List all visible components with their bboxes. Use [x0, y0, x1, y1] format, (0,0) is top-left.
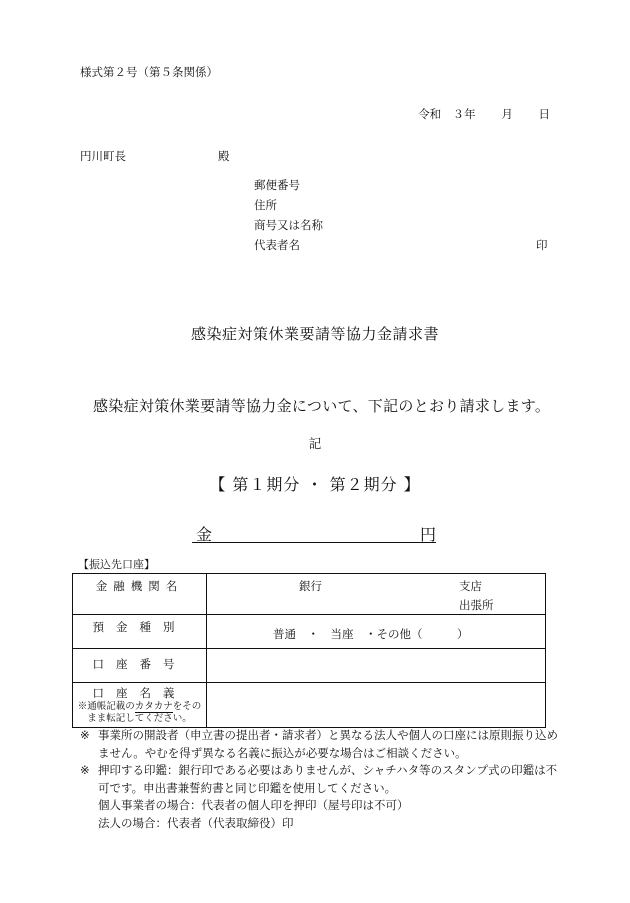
account-name-note-post: をそのまま転記してください。 [87, 701, 202, 724]
date-month: 月 [501, 107, 513, 121]
period-selection: 【 第１期分 ・ 第２期分 】 [209, 475, 421, 494]
addressee-name: 円川町長 [80, 149, 126, 163]
account-type-field[interactable] [207, 615, 546, 649]
office-suffix: 出張所 [459, 598, 494, 612]
bank-account-table [72, 573, 546, 728]
account-number-row [73, 649, 546, 683]
date-era: 令和 ３年 [418, 107, 476, 121]
postal-code-label: 郵便番号 [254, 178, 300, 192]
branch-suffix: 支店 [459, 579, 482, 593]
note-1-text: 事業所の開設者（申立書の提出者・請求者）と異なる法人や個人の口座には原則振り込めません。やむを得ず異なる名義に振込が必要な場合はご相談ください。 [98, 728, 558, 760]
account-name-label-cell [73, 683, 207, 728]
account-number-field[interactable] [207, 649, 546, 683]
note-2 [80, 762, 560, 797]
account-name-label: 口座名義 [92, 686, 187, 700]
amount-suffix: 円 [420, 525, 437, 544]
account-type-label: 預金種別 [92, 620, 187, 634]
account-name-note-kana: カタカナ [134, 701, 173, 712]
account-number-label: 口座番号 [92, 657, 187, 671]
institution-label: 金融機関名 [95, 579, 184, 593]
notes-section [80, 727, 560, 832]
institution-label-cell [73, 574, 207, 615]
account-type-label-cell [73, 615, 207, 649]
address-label: 住所 [254, 198, 277, 212]
note-2-mark: ※ [80, 763, 90, 777]
institution-row [73, 574, 546, 615]
account-type-options: 普通 ・ 当座 ・その他（ ） [273, 627, 469, 641]
account-name-note [73, 701, 206, 725]
addressee-honorific: 殿 [218, 149, 230, 163]
account-name-note-pre: ※通帳記載の [77, 701, 135, 712]
amount-prefix: 金 [196, 525, 213, 544]
document-title: 感染症対策休業要請等協力金請求書 [190, 325, 439, 343]
date-line [410, 106, 550, 122]
form-number: 様式第２号（第５条関係） [80, 65, 218, 79]
note-2-individual: 個人事業者の場合：代表者の個人印を押印（屋号印は不可） [98, 798, 409, 812]
date-day: 日 [538, 107, 550, 121]
institution-field[interactable] [207, 574, 546, 615]
representative-label: 代表者名 [254, 238, 300, 252]
account-number-label-cell [73, 649, 207, 683]
account-name-field[interactable] [207, 683, 546, 728]
seal-mark: 印 [536, 238, 548, 252]
company-name-label: 商号又は名称 [254, 218, 323, 232]
note-2-corporate: 法人の場合：代表者（代表取締役）印 [98, 815, 294, 830]
account-name-row [73, 683, 546, 728]
note-1 [80, 727, 560, 762]
note-1-mark: ※ [80, 728, 90, 742]
request-statement: 感染症対策休業要請等協力金について、下記のとおり請求します。 [93, 397, 551, 415]
account-type-row [73, 615, 546, 649]
ki-heading: 記 [308, 436, 322, 451]
amount-underline [192, 520, 436, 543]
bank-caption: 【振込先口座】 [78, 558, 155, 571]
note-2-text: 押印する印鑑：銀行印である必要はありませんが、シャチハタ等のスタンプ式の印鑑は不可です。申出書兼誓約書と同じ印鑑を使用してください。 [98, 763, 558, 795]
bank-suffix: 銀行 [299, 579, 322, 593]
